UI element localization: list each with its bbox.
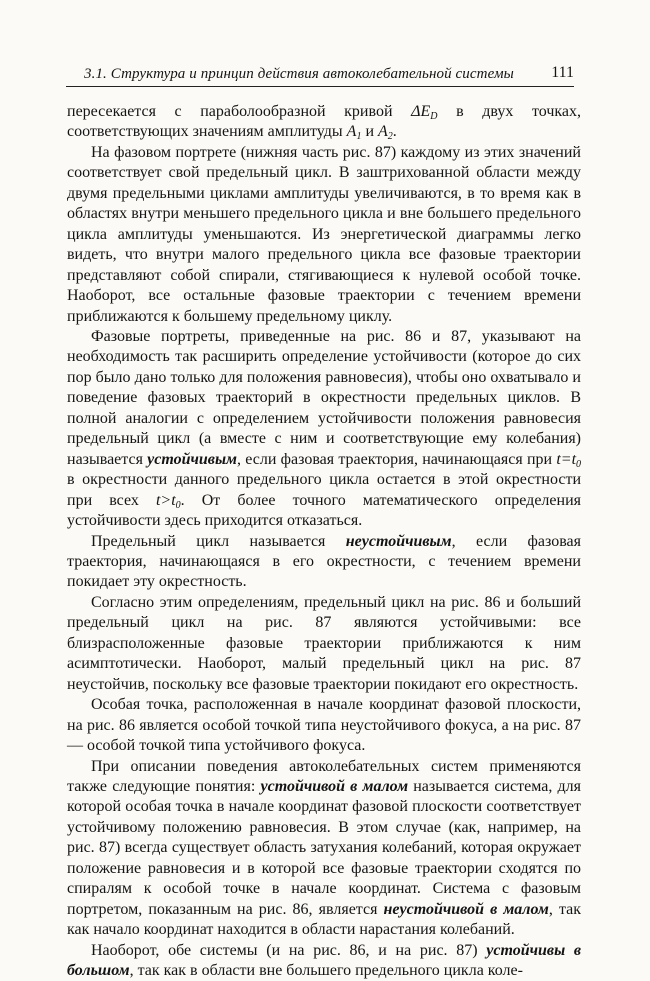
math-a1: $A_1$ bbox=[346, 123, 362, 143]
math-t-eq-t0: $t=t_0$ bbox=[556, 450, 582, 470]
text: . От более точного математического определения устойчивости здесь приходится отказаться. bbox=[67, 491, 581, 530]
term-unstable: неустойчивым bbox=[345, 532, 452, 550]
math-t-gt-t0: $t>t_0$ bbox=[155, 491, 181, 511]
section-title: 3.1. Структура и принцип действия автоколебательной системы bbox=[84, 66, 514, 82]
text: Предельный цикл называется bbox=[91, 532, 346, 550]
text: пересекается с параболообразной кривой bbox=[67, 103, 412, 120]
text: , если фазовая траектория, начинающаяся в его окрестности, с течением времени покидает эту окрестность. bbox=[67, 532, 582, 591]
text: Наоборот, обе системы (и на рис. 86, и на рис. 87) bbox=[91, 941, 487, 959]
paragraph-2 bbox=[67, 327, 581, 532]
text: , если фазовая траектория, начинающаяся при bbox=[237, 450, 557, 468]
paragraph-3 bbox=[67, 532, 581, 593]
paragraph-4: Согласно этим определениям, предельный цикл на рис. 86 и больший предельный цикл на рис. 87 являются устойчивыми: все близрасположенные фазовые траектории приближаются к ним асимптотически. Наоборот, малый предельный цикл на рис. 87 неустойчив, поскольку все фазовые траектории покидают его окрестность. bbox=[67, 593, 581, 693]
math-delta-e: $\Delta E_D$ bbox=[411, 103, 438, 122]
text: в окрестности данного предельного цикла остается в этой окрестности при всех bbox=[67, 471, 581, 509]
paragraph-5: Особая точка, расположенная в начале координат фазовой плоскости, на рис. 86 является особой точкой типа неустойчивого фокуса, а на рис. 87 — особой точкой типа устойчивого фокуса. bbox=[67, 696, 581, 755]
page-number: 111 bbox=[551, 64, 574, 81]
paragraph-1: На фазовом портрете (нижняя часть рис. 87) каждому из этих значений соответствует свой предельный цикл. В заштрихованной области между двумя предельными циклами амплитуды увеличиваются, в то время как в областях внутри меньшего предельного цикла и вне большего предельного цикла амплитуды уменьшаются. Из энергетической диаграммы легко видеть, что внутри малого предельного цикла все фазовые траектории представляют собой спирали, стягивающиеся к нулевой особой точке. Наоборот, все остальные фазовые траектории с течением времени приближаются к большему предельному циклу. bbox=[67, 143, 581, 325]
term-unstable-in-small: неустойчивой в малом bbox=[383, 900, 549, 918]
math-a2: $A_2$ bbox=[378, 123, 393, 143]
text: в двух точках, соответствующих значениям амплитуды bbox=[67, 103, 581, 141]
term-stable: устойчивым bbox=[147, 450, 238, 468]
body-text bbox=[67, 102, 581, 981]
text: . bbox=[392, 123, 397, 141]
text: , так как в области вне большего предельного цикла коле- bbox=[129, 962, 523, 980]
text: , так как начало координат находится в области нарастания колебаний. bbox=[67, 900, 582, 939]
paragraph-0 bbox=[67, 102, 581, 143]
header-rule bbox=[66, 86, 574, 87]
text: и bbox=[361, 123, 379, 141]
text: При описании поведения автоколебательных систем применяются также следующие понятия: bbox=[67, 757, 581, 795]
text: называется система, для которой особая точка в начале координат фазовой плоскости соответствует устойчивому положению равновесия. В этом случае (как, например, на рис. 87) всегда существует область затухания колебаний, которая окружает положение равновесия и в которой все фазовые траектории сходятся по спиралям к особой точке в начале координат. Система с фазовым портретом, показанным на рис. 86, является bbox=[67, 777, 582, 918]
running-header bbox=[66, 60, 574, 90]
term-stable-in-small: устойчивой в малом bbox=[260, 777, 409, 795]
term-stable-in-large: устойчивы в большом bbox=[67, 941, 582, 980]
text: Фазовые портреты, приведенные на рис. 86 и 87, указывают на необходимость так расширить определение устойчивости (которое до сих пор было дано только для положения равновесия), чтобы оно охватывало и поведение фазовых траекторий в окрестности предельных циклов. В полной аналогии с определением устойчивости положения равновесия предельный цикл (а вместе с ним и соответствующие ему колебания) называется bbox=[67, 327, 581, 468]
paragraph-6 bbox=[67, 757, 581, 941]
paragraph-7 bbox=[67, 941, 581, 981]
